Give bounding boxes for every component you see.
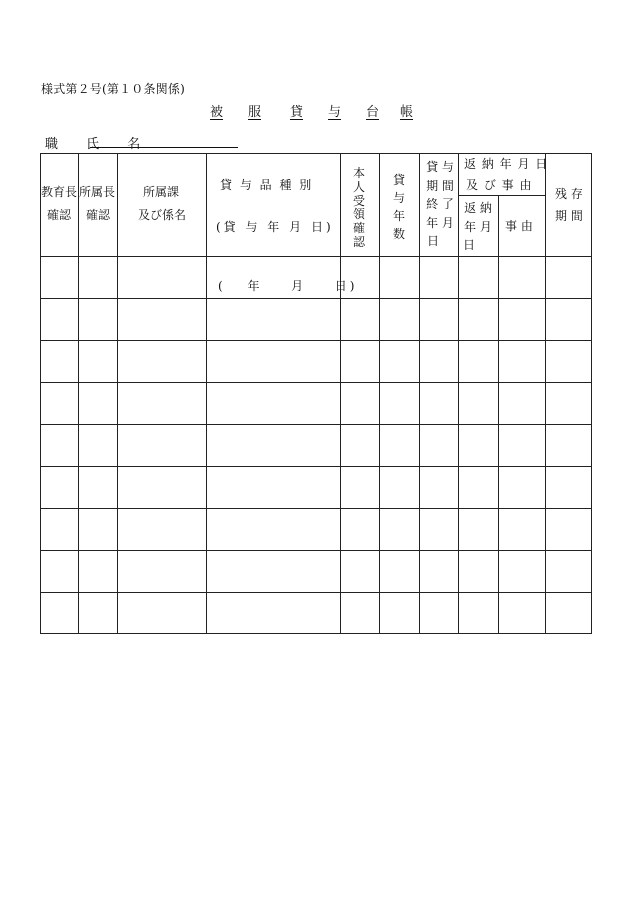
title-char-5: 台 (366, 105, 380, 120)
header-receipt-confirm: 本 人 受 領 確 認 (352, 166, 365, 249)
row1-loan-date: ( 年 月 日) (218, 279, 358, 293)
title-char-3: 貸 (290, 105, 304, 120)
header-principal-line2: 確認 (47, 208, 72, 222)
header-remaining-line2: 期 間 (555, 209, 583, 223)
title-char-1: 被 (210, 105, 224, 120)
header-return-date-title: 返 納 年 月 日 (464, 157, 549, 171)
title-char-2: 服 (248, 105, 262, 120)
header-return-date: 返 納 年 月 日 (463, 201, 492, 253)
header-item-type: 貸 与 品 種 別 (220, 178, 314, 192)
header-principal-line1: 教育長 (41, 185, 78, 199)
header-dept-line2: 及び係名 (138, 208, 187, 222)
header-period-end: 貸 与 期 間 終 了 年 月 日 (426, 160, 454, 249)
header-affiliate-line2: 確認 (86, 208, 111, 222)
header-remaining-line1: 残 存 (555, 187, 583, 201)
title-char-6: 帳 (400, 105, 414, 120)
header-affiliate-line1: 所属長 (79, 185, 116, 199)
header-loan-years: 貸 与 年 数 (392, 173, 405, 241)
header-loan-date: (貸 与 年 月 日) (216, 220, 334, 234)
header-return-reason-title: 及 び 事 由 (466, 178, 533, 192)
header-reason: 事 由 (505, 219, 533, 233)
staff-name-label: 職 氏 名 (45, 137, 153, 152)
form-number: 様式第２号(第１０条関係) (41, 82, 185, 96)
header-dept-line1: 所属課 (143, 185, 180, 199)
title-char-4: 与 (328, 105, 342, 120)
